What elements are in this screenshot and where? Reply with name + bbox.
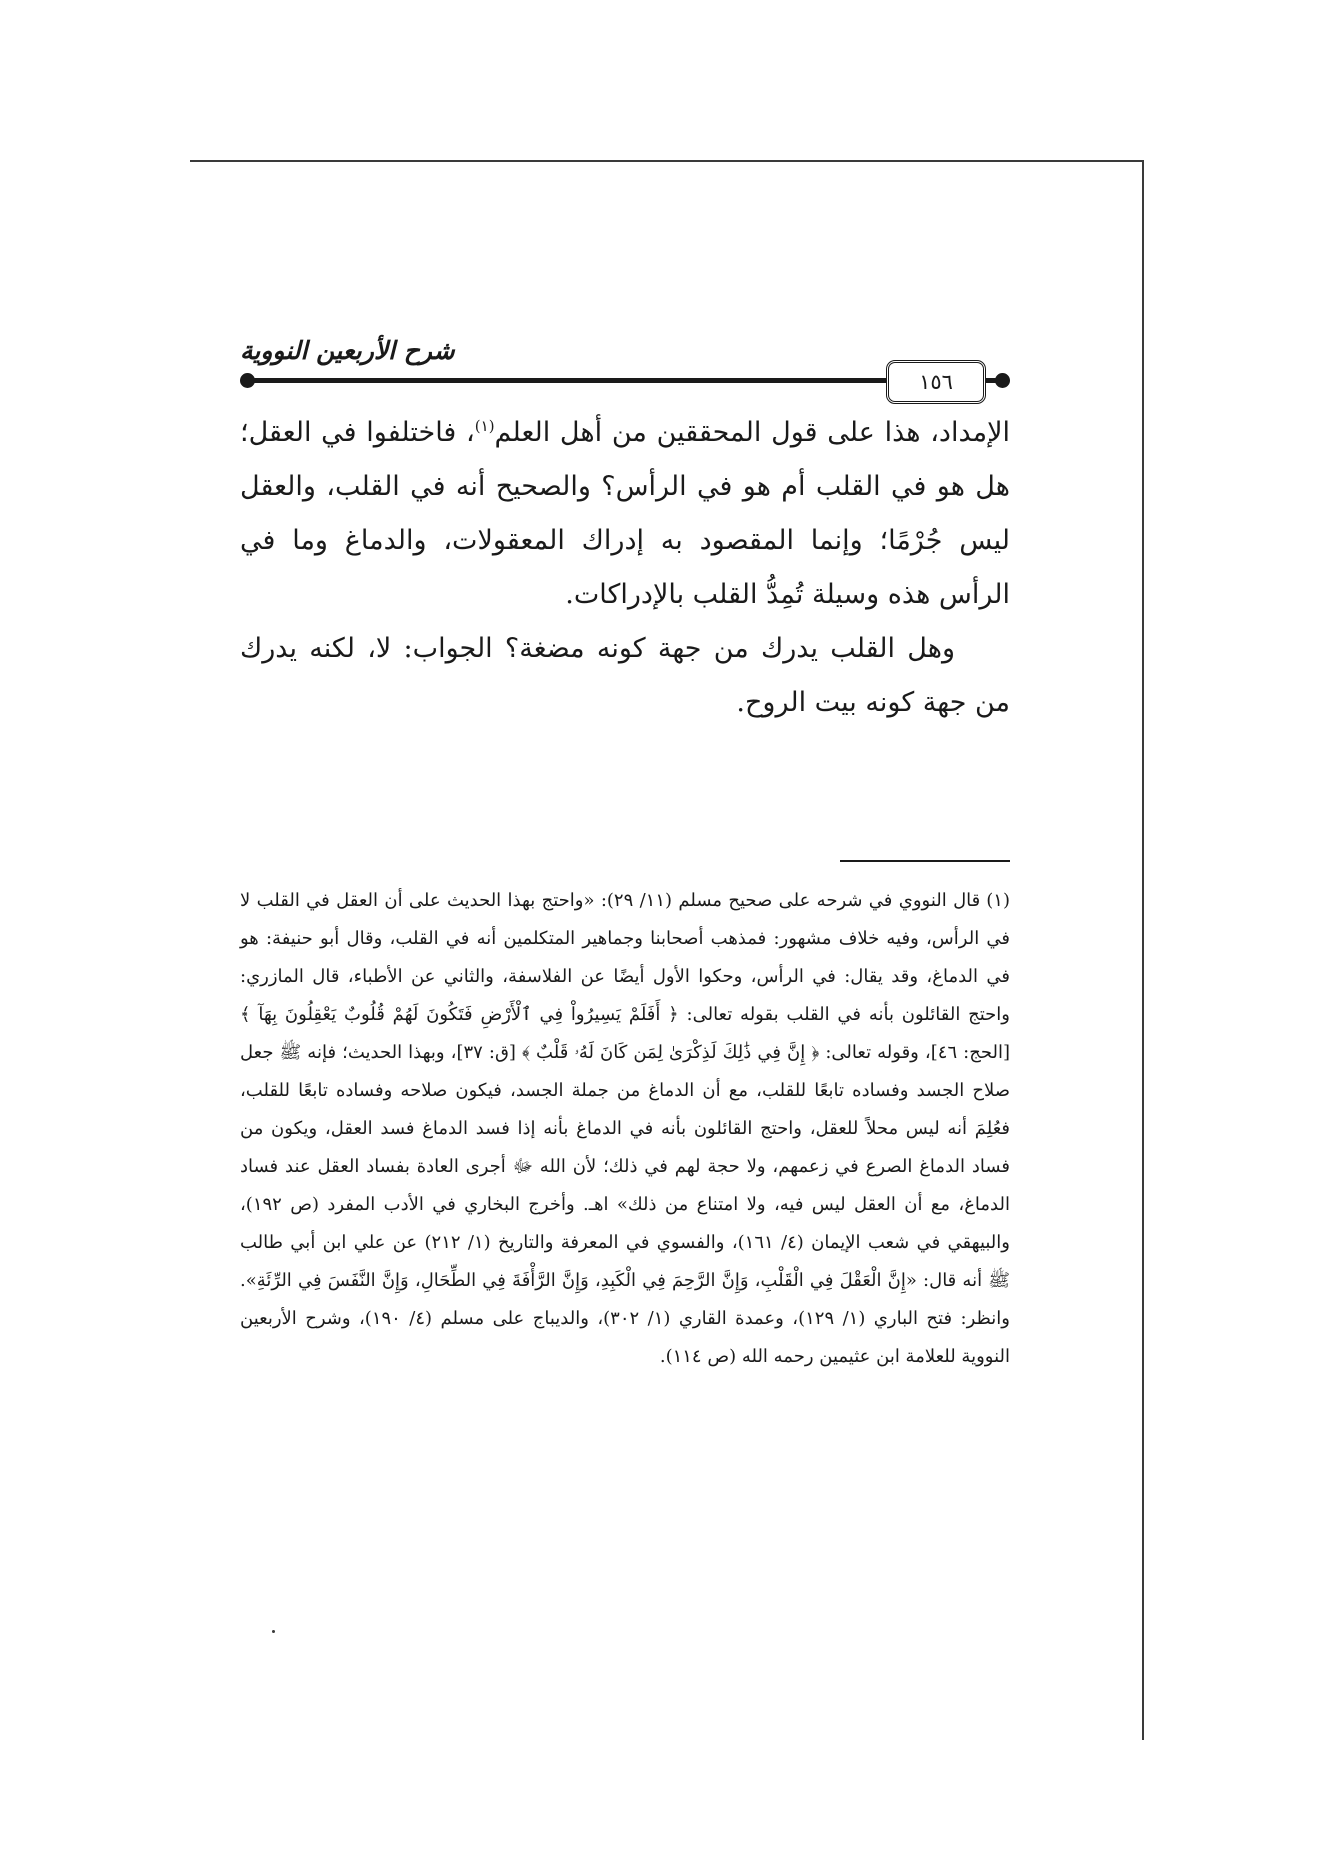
paragraph-1-end: ، فاختلفوا في العقل؛ هل هو في القلب أم هو في الرأس؟ والصحيح أنه في القلب، والعقل ليس جُرْمًا؛ وإنما المقصود به إدراك المعقولات، والدماغ وما في الرأس هذه وسيلة تُمِدُّ القلب بالإدراكات. [240,417,1010,610]
scan-speck [272,1630,275,1633]
footnote-1 [240,882,1010,1376]
footnote-marker: (١) [474,417,495,435]
running-title: شرح الأربعين النووية [240,336,455,365]
footnote-text: قال النووي في شرحه على صحيح مسلم (١١/ ٢٩): «واحتج بهذا الحديث على أن العقل في القلب لا في الرأس، وفيه خلاف مشهور: فمذهب أصحابنا وجماهير المتكلمين أنه في القلب، وقال أبو حنيفة: هو في الدماغ، وقد يقال: في الرأس، وحكوا الأول أيضًا عن الفلاسفة، والثاني عن الأطباء، قال المازري: واحتج القائلون بأنه في القلب بقوله تعالى: ﴿ أَفَلَمْ يَسِيرُواْ فِي ٱلْأَرْضِ فَتَكُونَ لَهُمْ قُلُوبٌ يَعْقِلُونَ بِهَآ ﴾[الحج: ٤٦]، وقوله تعالى: ﴿ إِنَّ فِي ذَٰلِكَ لَذِكْرَىٰ لِمَن كَانَ لَهُۥ قَلْبٌ ﴾ [ق: ٣٧]، وبهذا الحديث؛ فإنه ﷺ جعل صلاح الجسد وفساده تابعًا للقلب، مع أن الدماغ من جملة الجسد، فيكون صلاحه وفساده تابعًا للقلب، فعُلِمَ أنه ليس محلاً للعقل، واحتج القائلون بأنه في الدماغ بأنه إذا فسد الدماغ فسد العقل، ويكون من فساد الدماغ الصرع في زعمهم، ولا حجة لهم في ذلك؛ لأن الله ﷻ أجرى العادة بفساد العقل عند فساد الدماغ، مع أن العقل ليس فيه، ولا امتناع من ذلك» اهـ. وأخرج البخاري في الأدب المفرد (ص ١٩٢)، والبيهقي في شعب الإيمان (٤/ ١٦١)، والفسوي في المعرفة والتاريخ (١/ ٢١٢) عن علي ابن أبي طالب ﷺ أنه قال: «إِنَّ الْعَقْلَ فِي الْقَلْبِ، وَإِنَّ الرَّحِمَ فِي الْكَبِدِ، وَإِنَّ الرَّأْفَةَ فِي الطِّحَالِ، وَإِنَّ النَّفَسَ فِي الرِّئَةِ». وانظر: فتح الباري (١/ ١٢٩)، وعمدة القاري (١/ ٣٠٢)، والديباج على مسلم (٤/ ١٩٠)، وشرح الأربعين النووية للعلامة ابن عثيمين رحمه الله (ص ١١٤). [240,890,1010,1367]
footnote-separator [840,860,1010,862]
paragraph-1-start: الإمداد، هذا على قول المحققين من أهل العلم [494,417,1010,448]
scan-border-right [1142,160,1144,1740]
scan-border-top [190,160,1144,162]
footnote-number: (١) [986,890,1010,911]
paragraph-1 [240,406,1010,622]
book-page [240,330,1010,1650]
header-ornament-left [240,373,255,388]
running-header [240,330,1010,400]
header-ornament-right [995,373,1010,388]
page-number: ١٥٦ [886,360,986,404]
paragraph-2: وهل القلب يدرك من جهة كونه مضغة؟ الجواب: لا، لكنه يدرك من جهة كونه بيت الروح. [240,633,1010,718]
main-text [240,406,1010,730]
footnotes [240,882,1010,1376]
